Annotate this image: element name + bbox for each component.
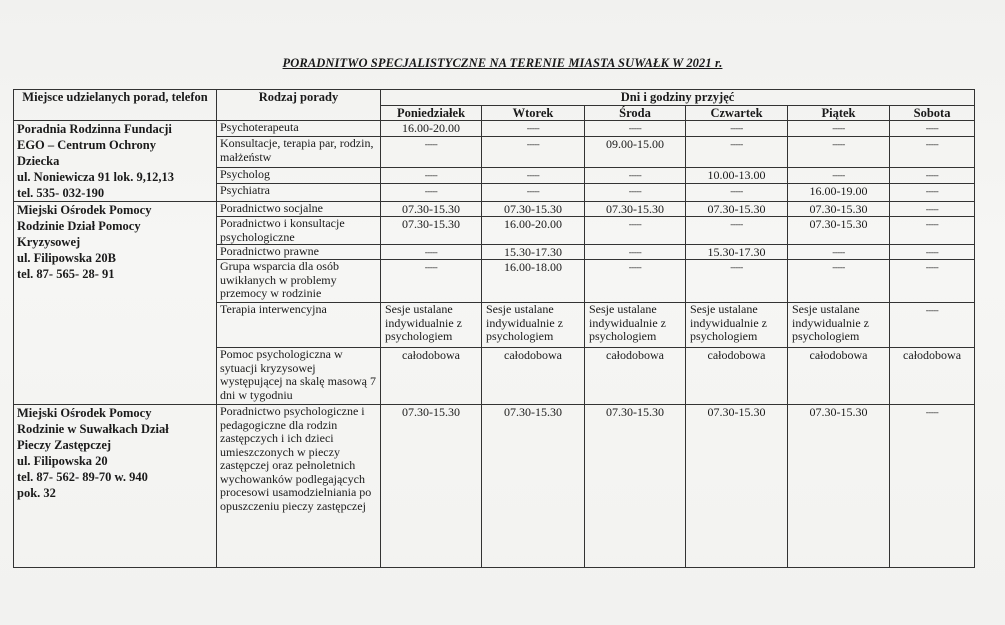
header-day-tuesday: Wtorek	[482, 106, 585, 121]
hours-cell: -----	[381, 245, 482, 260]
place-line: ul. Filipowska 20B	[17, 251, 116, 265]
place-line: Miejski Ośrodek Pomocy	[17, 203, 152, 217]
hours-cell: -----	[585, 121, 686, 137]
advice-type-cell: Poradnictwo socjalne	[217, 202, 381, 217]
place-cell-crisis-department	[14, 202, 217, 405]
hours-cell: -----	[890, 137, 975, 168]
advice-type-cell: Pomoc psychologiczna w sytuacji kryzysowej występującej na skalę masową 7 dni w tygodniu	[217, 348, 381, 405]
advice-type-cell: Psychoterapeuta	[217, 121, 381, 137]
hours-cell: 07.30-15.30	[381, 202, 482, 217]
hours-cell: -----	[788, 245, 890, 260]
place-line: tel. 535- 032-190	[17, 186, 105, 200]
place-line: Rodzinie Dział Pomocy	[17, 219, 141, 233]
hours-cell: -----	[686, 184, 788, 202]
hours-cell: 07.30-15.30	[585, 202, 686, 217]
hours-cell: -----	[890, 245, 975, 260]
hours-cell: -----	[686, 121, 788, 137]
hours-cell: 16.00-19.00	[788, 184, 890, 202]
table-row	[14, 405, 975, 568]
hours-cell: -----	[381, 184, 482, 202]
header-type: Rodzaj porady	[217, 90, 381, 121]
hours-cell: -----	[890, 303, 975, 348]
header-day-thursday: Czwartek	[686, 106, 788, 121]
hours-cell: -----	[788, 121, 890, 137]
header-place: Miejsce udzielanych porad, telefon	[14, 90, 217, 121]
place-line: Dziecka	[17, 154, 60, 168]
hours-cell: całodobowa	[585, 348, 686, 405]
hours-cell: -----	[686, 137, 788, 168]
place-line: Rodzinie w Suwałkach Dział	[17, 422, 169, 436]
advice-type-cell: Psychiatra	[217, 184, 381, 202]
hours-cell: 09.00-15.00	[585, 137, 686, 168]
advice-type-cell: Poradnictwo prawne	[217, 245, 381, 260]
hours-cell: -----	[686, 260, 788, 303]
hours-cell: -----	[890, 260, 975, 303]
advice-type-cell: Poradnictwo i konsultacje psychologiczne	[217, 217, 381, 245]
hours-cell: 07.30-15.30	[788, 217, 890, 245]
header-day-saturday: Sobota	[890, 106, 975, 121]
place-line: Poradnia Rodzinna Fundacji	[17, 122, 172, 136]
hours-cell: Sesje ustalane indywidualnie z psychologiem	[585, 303, 686, 348]
place-line: Pieczy Zastępczej	[17, 438, 112, 452]
hours-cell: -----	[585, 245, 686, 260]
hours-cell: 07.30-15.30	[381, 405, 482, 568]
hours-cell: całodobowa	[890, 348, 975, 405]
place-cell-ego-clinic	[14, 121, 217, 202]
advice-type-cell: Poradnictwo psychologiczne i pedagogiczne dla rodzin zastępczych i ich dzieci umieszczonych w pieczy zastępczej oraz pełnoletnich wychowanków podlegających procesowi usamodzielniania po opuszczeniu pieczy zastępczej	[217, 405, 381, 568]
hours-cell: 07.30-15.30	[788, 202, 890, 217]
hours-cell: 16.00-20.00	[381, 121, 482, 137]
hours-cell: -----	[381, 260, 482, 303]
hours-cell: -----	[890, 121, 975, 137]
hours-cell: -----	[890, 405, 975, 568]
place-line: Kryzysowej	[17, 235, 81, 249]
header-days-group: Dni i godziny przyjęć	[381, 90, 975, 106]
place-line: ul. Noniewicza 91 lok. 9,12,13	[17, 170, 174, 184]
hours-cell: Sesje ustalane indywidualnie z psychologiem	[686, 303, 788, 348]
advice-type-cell: Terapia interwencyjna	[217, 303, 381, 348]
hours-cell: -----	[890, 202, 975, 217]
hours-cell: -----	[890, 168, 975, 184]
hours-cell: 07.30-15.30	[381, 217, 482, 245]
hours-cell: 07.30-15.30	[585, 405, 686, 568]
hours-cell: -----	[788, 137, 890, 168]
hours-cell: 07.30-15.30	[686, 202, 788, 217]
place-line: tel. 87- 565- 28- 91	[17, 267, 115, 281]
schedule-table	[13, 89, 975, 568]
hours-cell: 07.30-15.30	[482, 202, 585, 217]
hours-cell: -----	[788, 260, 890, 303]
hours-cell: 15.30-17.30	[686, 245, 788, 260]
hours-cell: -----	[890, 184, 975, 202]
hours-cell: całodobowa	[482, 348, 585, 405]
place-line: ul. Filipowska 20	[17, 454, 108, 468]
advice-type-cell: Grupa wsparcia dla osób uwikłanych w problemy przemocy w rodzinie	[217, 260, 381, 303]
place-line: EGO – Centrum Ochrony	[17, 138, 157, 152]
header-day-wednesday: Środa	[585, 106, 686, 121]
hours-cell: -----	[788, 168, 890, 184]
hours-cell: -----	[381, 168, 482, 184]
hours-cell: -----	[585, 260, 686, 303]
hours-cell: Sesje ustalane indywidualnie z psychologiem	[482, 303, 585, 348]
hours-cell: -----	[482, 184, 585, 202]
hours-cell: 07.30-15.30	[788, 405, 890, 568]
place-line: tel. 87- 562- 89-70 w. 940	[17, 470, 148, 484]
hours-cell: Sesje ustalane indywidualnie z psychologiem	[381, 303, 482, 348]
hours-cell: 15.30-17.30	[482, 245, 585, 260]
table-row	[14, 121, 975, 137]
hours-cell: -----	[585, 217, 686, 245]
table-row	[14, 202, 975, 217]
advice-type-cell: Psycholog	[217, 168, 381, 184]
hours-cell: 07.30-15.30	[686, 405, 788, 568]
hours-cell: -----	[686, 217, 788, 245]
hours-cell: 16.00-18.00	[482, 260, 585, 303]
hours-cell: -----	[482, 121, 585, 137]
hours-cell: całodobowa	[381, 348, 482, 405]
hours-cell: całodobowa	[788, 348, 890, 405]
advice-type-cell: Konsultacje, terapia par, rodzin, małżeństw	[217, 137, 381, 168]
hours-cell: -----	[585, 184, 686, 202]
header-day-monday: Poniedziałek	[381, 106, 482, 121]
place-line: Miejski Ośrodek Pomocy	[17, 406, 152, 420]
hours-cell: 07.30-15.30	[482, 405, 585, 568]
hours-cell: -----	[585, 168, 686, 184]
hours-cell: 16.00-20.00	[482, 217, 585, 245]
hours-cell: 10.00-13.00	[686, 168, 788, 184]
hours-cell: -----	[890, 217, 975, 245]
hours-cell: -----	[482, 137, 585, 168]
document-title: PORADNITWO SPECJALISTYCZNE NA TERENIE MIASTA SUWAŁK W 2021 r.	[282, 56, 723, 70]
hours-cell: całodobowa	[686, 348, 788, 405]
hours-cell: -----	[381, 137, 482, 168]
header-day-friday: Piątek	[788, 106, 890, 121]
place-line: pok. 32	[17, 486, 56, 500]
hours-cell: -----	[482, 168, 585, 184]
hours-cell: Sesje ustalane indywidualnie z psychologiem	[788, 303, 890, 348]
place-cell-foster-care-department	[14, 405, 217, 568]
